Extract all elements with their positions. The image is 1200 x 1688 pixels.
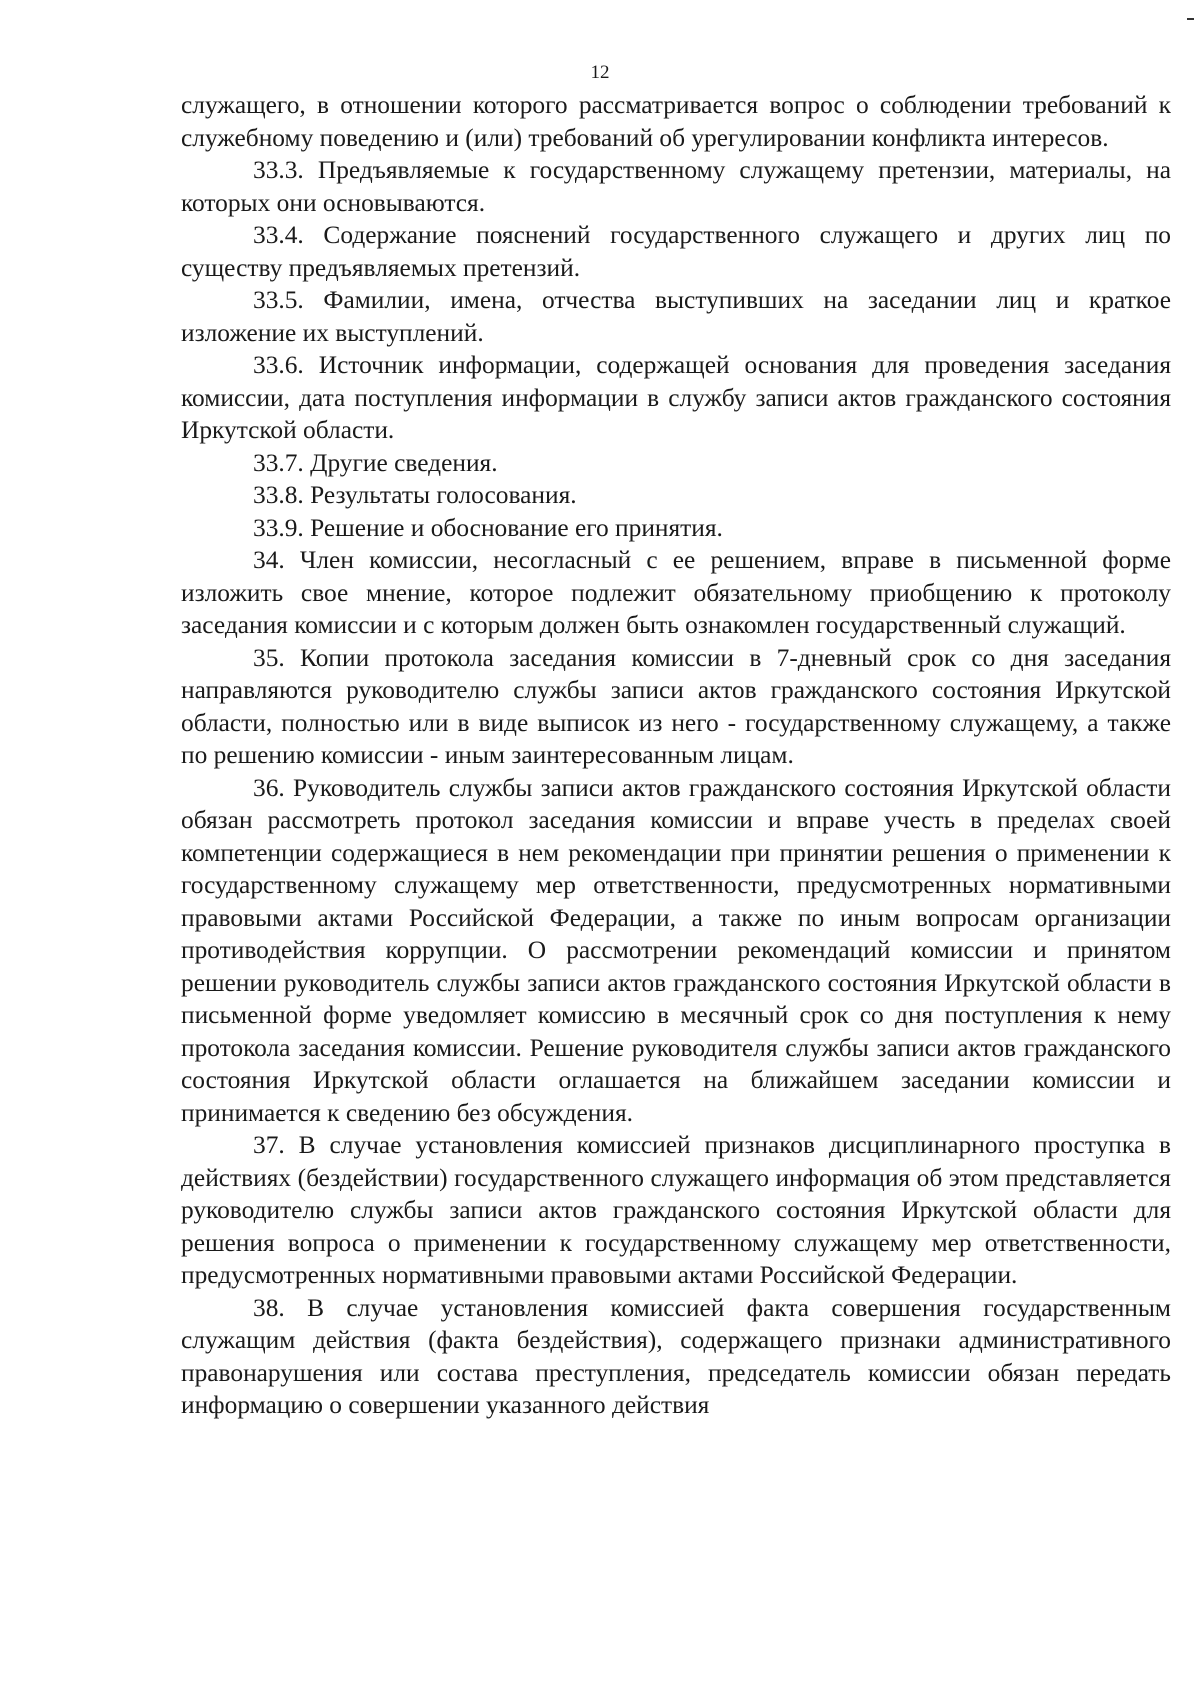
paragraph-33-4: 33.4. Содержание пояснений государственного служащего и других лиц по существу предъявляемых претензий. [181,221,1171,282]
paragraph-35: 35. Копии протокола заседания комиссии в 7-дневный срок со дня заседания направляются руководителю службы записи актов гражданского состояния Иркутской области, полностью или в виде выписок из него - государственному служащему, а также по решению комиссии - иным заинтересованным лицам. [181,643,1171,769]
paragraph-37: 37. В случае установления комиссией признаков дисциплинарного проступка в действиях (бездействии) государственного служащего информация об этом представляется руководителю службы записи актов гражданского состояния Иркутской области для решения вопроса о применении к государственному служащему мер ответственности, предусмотренных нормативными правовыми актами Российской Федерации. [181,1131,1171,1289]
paragraph-continuation: служащего, в отношении которого рассматривается вопрос о соблюдении требований к служебному поведению и (или) требований об урегулировании конфликта интересов. [181,91,1171,152]
document-body [181,89,1171,1422]
paragraph-33-9: 33.9. Решение и обоснование его принятия. [253,513,723,542]
page-number: 12 [590,62,610,83]
paragraph-33-7: 33.7. Другие сведения. [253,448,498,477]
paragraph-33-6: 33.6. Источник информации, содержащей основания для проведения заседания комиссии, дата поступления информации в службу записи актов гражданского состояния Иркутской области. [181,351,1171,444]
paragraph-33-3: 33.3. Предъявляемые к государственному служащему претензии, материалы, на которых они основываются. [181,156,1171,217]
paragraph-38: 38. В случае установления комиссией факта совершения государственным служащим действия (факта бездействия), содержащего признаки административного правонарушения или состава преступления, председатель комиссии обязан передать информацию о совершении указанного действия [181,1293,1171,1419]
paragraph-33-8: 33.8. Результаты голосования. [253,481,577,509]
paragraph-33-5: 33.5. Фамилии, имена, отчества выступивших на заседании лиц и краткое изложение их выступлений. [181,286,1171,347]
paragraph-34: 34. Член комиссии, несогласный с ее решением, вправе в письменной форме изложить свое мнение, которое подлежит обязательному приобщению к протоколу заседания комиссии и с которым должен быть ознакомлен государственный служащий. [181,546,1171,639]
scan-edge-mark [1187,18,1194,20]
paragraph-36: 36. Руководитель службы записи актов гражданского состояния Иркутской области обязан рассмотреть протокол заседания комиссии и вправе учесть в пределах своей компетенции содержащиеся в нем рекомендации при принятии решения о применении к государственному служащему мер ответственности, предусмотренных нормативными правовыми актами Российской Федерации, а также по иным вопросам организации противодействия коррупции. О рассмотрении рекомендаций комиссии и принятом решении руководитель службы записи актов гражданского состояния Иркутской области в письменной форме уведомляет комиссию в месячный срок со дня поступления к нему протокола заседания комиссии. Решение руководителя службы записи актов гражданского состояния Иркутской области оглашается на ближайшем заседании комиссии и принимается к сведению без обсуждения. [181,773,1171,1127]
